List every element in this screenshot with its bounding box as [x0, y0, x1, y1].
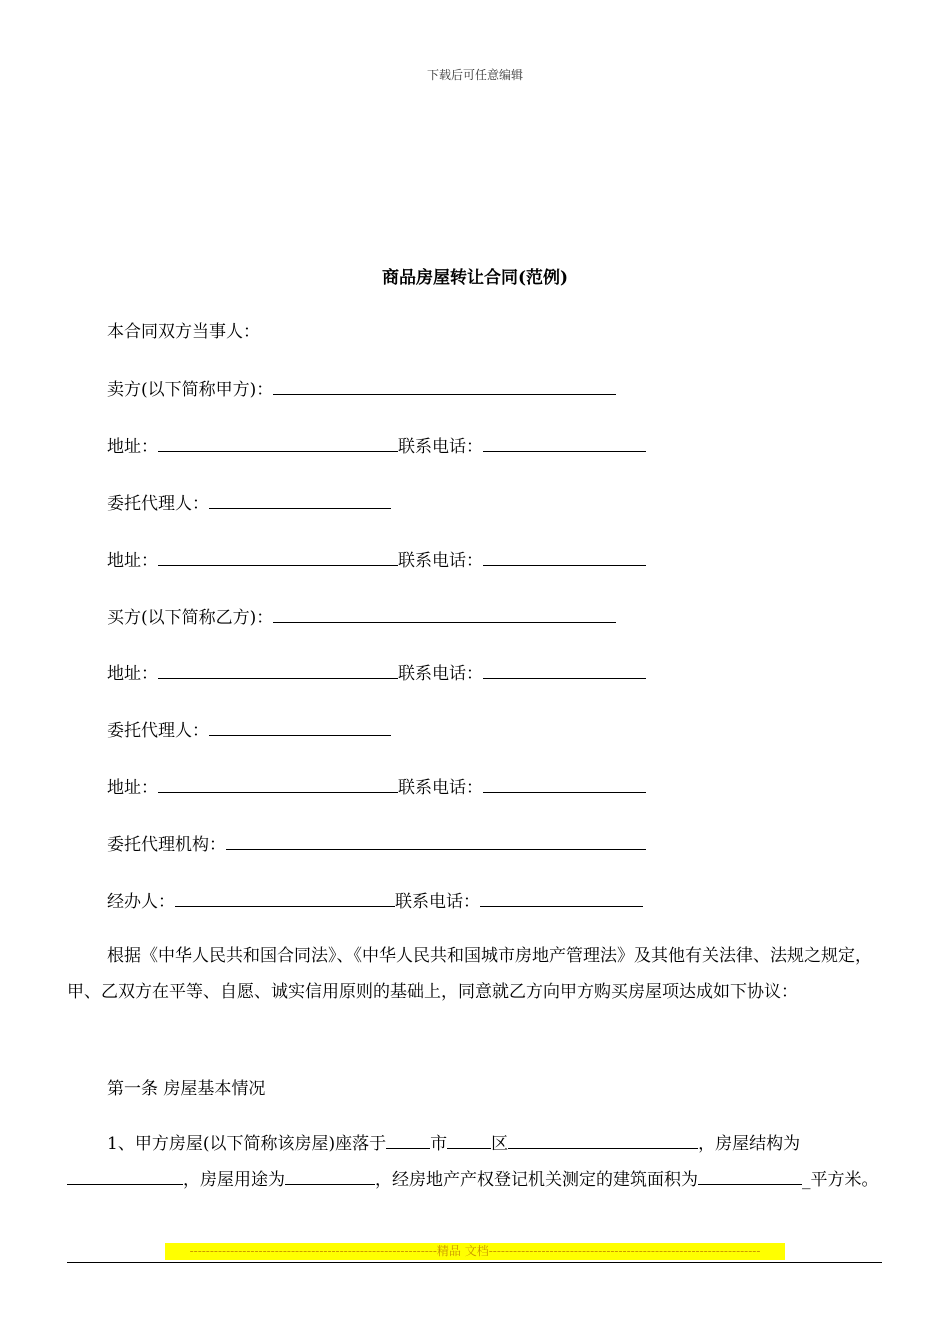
phone-blank: [483, 434, 646, 452]
phone-blank: [480, 889, 643, 907]
seller-address-line: [107, 434, 646, 459]
address-blank: [158, 434, 398, 452]
phone-label: 联系电话：: [398, 437, 483, 457]
phone-blank: [483, 775, 646, 793]
agent-blank: [209, 718, 391, 736]
phone-label: 联系电话：: [398, 551, 483, 571]
buyer-label: 买方(以下简称乙方)：: [107, 608, 274, 628]
address-label: 地址：: [107, 437, 158, 457]
page-title: 商品房屋转让合同(范例): [381, 268, 569, 288]
address-label: 地址：: [107, 778, 158, 798]
district-label: 区: [491, 1134, 509, 1154]
seller-label: 卖方(以下简称甲方)：: [107, 380, 274, 400]
clause-1-text-b: ，房屋结构: [698, 1134, 784, 1154]
agent-blank: [209, 491, 391, 509]
buyer-line: [107, 605, 616, 630]
seller-line: [107, 377, 616, 402]
city-blank: [386, 1131, 430, 1149]
seller-agent-line: [107, 491, 391, 516]
article-1-title: 第一条 房屋基本情况: [107, 1079, 266, 1099]
phone-label: 联系电话：: [398, 778, 483, 798]
seller-agent-address-line: [107, 548, 646, 573]
agency-blank: [226, 832, 646, 850]
agent-label: 委托代理人：: [107, 721, 209, 741]
address-label: 地址：: [107, 664, 158, 684]
agent-label: 委托代理人：: [107, 494, 209, 514]
clause-1-text-c: 为: [783, 1134, 801, 1154]
preamble-paragraph: 根据《中华人民共和国合同法》、《中华人民共和国城市房地产管理法》及其他有关法律、法规之规定，甲、乙双方在平等、自愿、诚实信用原则的基础上，同意就乙方向甲方购买房屋项达成如下协议：: [67, 946, 872, 1002]
district-blank: [447, 1131, 491, 1149]
clause-1-text-f: _平方米。: [802, 1170, 879, 1190]
seller-blank: [273, 377, 616, 395]
phone-blank: [483, 661, 646, 679]
structure-blank: [67, 1167, 183, 1185]
address-blank: [158, 775, 398, 793]
location-blank: [508, 1131, 698, 1149]
handler-blank: [175, 889, 395, 907]
parties-intro: 本合同双方当事人：: [107, 322, 260, 342]
clause-1-text-d: ，房屋用途为: [183, 1170, 285, 1190]
phone-label: 联系电话：: [395, 892, 480, 912]
footer-banner: -------------------------------------------------------------精品 文档-------------------------------------------------------------------: [165, 1243, 785, 1260]
usage-blank: [285, 1167, 375, 1185]
city-label: 市: [430, 1134, 448, 1154]
buyer-agent-address-line: [107, 775, 646, 800]
address-blank: [158, 661, 398, 679]
agency-label: 委托代理机构：: [107, 835, 226, 855]
buyer-agent-line: [107, 718, 391, 743]
handler-line: [107, 889, 643, 914]
agency-line: [107, 832, 646, 857]
buyer-address-line: [107, 661, 646, 686]
address-label: 地址：: [107, 551, 158, 571]
address-blank: [158, 548, 398, 566]
buyer-blank: [273, 605, 616, 623]
clause-1-text-a: 1、甲方房屋(以下简称该房屋)座落于: [107, 1134, 387, 1154]
handler-label: 经办人：: [107, 892, 175, 912]
header-note: 下载后可任意编辑: [426, 68, 523, 82]
area-blank: [698, 1167, 802, 1185]
phone-label: 联系电话：: [398, 664, 483, 684]
footer-rule: [67, 1262, 882, 1263]
clause-1-paragraph: [67, 1126, 882, 1198]
clause-1-text-e: ，经房地产产权登记机关测定的建筑面积为: [375, 1170, 698, 1190]
phone-blank: [483, 548, 646, 566]
